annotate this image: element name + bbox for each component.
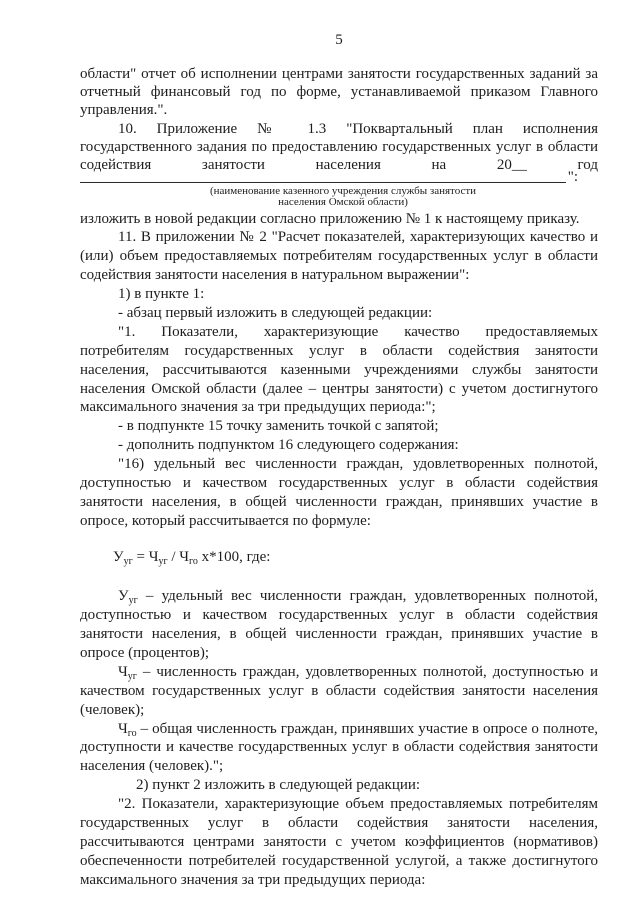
definition-ch-ug — [80, 663, 598, 720]
text-line: качеством государственных услуг в области содействия занятости населения — [80, 682, 598, 699]
paragraph-step-b — [80, 417, 598, 436]
formula-result-subscript: уг — [123, 556, 133, 568]
definition-y-ug — [80, 587, 598, 663]
text-line: доступностью и качеством государственных услуг в области содействия — [80, 474, 598, 491]
caption-line: (наименование казенного учреждения службы занятости — [209, 184, 477, 197]
text-line: содействия занятости населения в натуральном выражении": — [80, 267, 470, 284]
closing-quote: ": — [567, 168, 578, 185]
formula-numerator-subscript: уг — [158, 556, 168, 568]
text-line: 1) в пункте 1: — [118, 286, 205, 303]
text-line: доступностью и качеством государственных услуг в области содействия — [80, 607, 598, 624]
text-line: потребителям государственных услуг в области содействия занятости — [80, 342, 598, 359]
paragraph-quote-2 — [80, 795, 598, 889]
text-line: области" отчет об исполнении центрами занятости государственных заданий за — [80, 65, 598, 82]
text-line: населения, рассчитываются казенными учреждениями службы занятости — [80, 361, 598, 378]
text-line: (человек); — [80, 701, 145, 718]
text-line: занятости населения, в общей численности граждан, принявших участие в — [80, 493, 598, 510]
formula-numerator-symbol: Ч — [148, 549, 159, 566]
formula-result-symbol: У — [113, 549, 124, 566]
formula-equals: = — [136, 549, 145, 566]
paragraph-item-10-continuation — [80, 210, 598, 229]
page-number: 5 — [335, 32, 343, 48]
text-line: 2) пункт 2 изложить в следующей редакции: — [136, 777, 421, 794]
text-line: обеспеченности потребителей государственной услугой, а также достигнутого — [80, 852, 598, 869]
formula-divide: / — [171, 549, 176, 566]
paragraph-item-11 — [80, 228, 598, 285]
paragraph-step-a — [80, 304, 598, 323]
variable-symbol: У — [118, 588, 129, 605]
variable-subscript: го — [127, 727, 137, 739]
text-line: 11. В приложении № 2 "Расчет показателей, характеризующих качество и — [118, 229, 598, 246]
paragraph-subitem-1 — [80, 285, 598, 304]
text-line: 10. Приложение № 1.3 "Поквартальный план исполнения — [118, 120, 598, 137]
paragraph-item-10 — [80, 120, 598, 175]
fill-in-blank — [80, 168, 578, 185]
formula — [80, 548, 598, 567]
text-line: населения (человек)."; — [80, 758, 224, 775]
text-line — [80, 720, 598, 739]
formula-denominator-subscript: го — [188, 556, 198, 568]
definition-ch-go — [80, 720, 598, 777]
paragraph-quote-16 — [80, 455, 598, 531]
text-line: "16) удельный вес численности граждан, удовлетворенных полнотой, — [118, 456, 598, 473]
paragraph-step-c — [80, 436, 598, 455]
text-line: рассчитываются центрами занятости с учетом коэффициентов (нормативов) — [80, 833, 598, 850]
text-line: максимального значения за три предыдущих периода: — [80, 871, 426, 888]
text-line: изложить в новой редакции согласно приложению № 1 к настоящему приказу. — [80, 210, 580, 227]
paragraph-intro — [80, 65, 598, 120]
text-line: "2. Показатели, характеризующие объем предоставляемых потребителям — [118, 796, 598, 813]
text-line: содействия занятости населения на 20__ год — [80, 157, 598, 174]
variable-symbol: Ч — [118, 720, 128, 737]
blank-underline — [80, 182, 566, 183]
text-line: управления.". — [80, 102, 168, 119]
text-line: государственного задания по предоставлению государственных услуг в области — [80, 139, 598, 156]
text-line: занятости населения, в общей численности граждан, принявших участие в — [80, 626, 598, 643]
text-line — [80, 663, 598, 682]
text-line: "1. Показатели, характеризующие качество предоставляемых — [118, 323, 598, 340]
field-caption — [80, 186, 598, 209]
text-line: - абзац первый изложить в следующей редакции: — [118, 304, 433, 321]
variable-subscript: уг — [128, 595, 138, 607]
definition-text: – численность граждан, удовлетворенных полнотой, доступностью и — [142, 663, 598, 680]
text-line: (или) объем предоставляемых потребителям государственных услуг в области — [80, 248, 598, 265]
text-line — [80, 587, 598, 606]
text-line: - дополнить подпунктом 16 следующего содержания: — [118, 437, 459, 454]
document-body — [80, 65, 598, 890]
text-line: опросе (процентов); — [80, 645, 209, 661]
text-line: доступности и качестве государственных услуг в области содействия занятости — [80, 739, 598, 756]
variable-subscript: уг — [127, 670, 137, 682]
formula-tail: х*100, где: — [201, 549, 271, 566]
text-line: населения Омской области (далее – центры занятости) с учетом достигнутого — [80, 380, 598, 397]
paragraph-quote-1 — [80, 323, 598, 417]
text-line: - в подпункте 15 точку заменить точкой с запятой; — [118, 418, 439, 435]
caption-line: населения Омской области) — [278, 196, 408, 209]
definition-text: – общая численность граждан, принявших участие в опросе о полноте, — [140, 720, 599, 737]
paragraph-subitem-2 — [80, 776, 598, 795]
definition-text: – удельный вес численности граждан, удовлетворенных полнотой, — [145, 588, 598, 605]
text-line: отчетный финансовый год по форме, устанавливаемой приказом Главного — [80, 84, 598, 101]
text-line: максимального значения за три предыдущих периода:"; — [80, 399, 436, 416]
variable-symbol: Ч — [118, 663, 128, 680]
text-line: опросе, который рассчитывается по формуле: — [80, 512, 371, 529]
text-line: государственных услуг в области содействия занятости населения, — [80, 815, 598, 832]
formula-denominator-symbol: Ч — [179, 549, 189, 566]
